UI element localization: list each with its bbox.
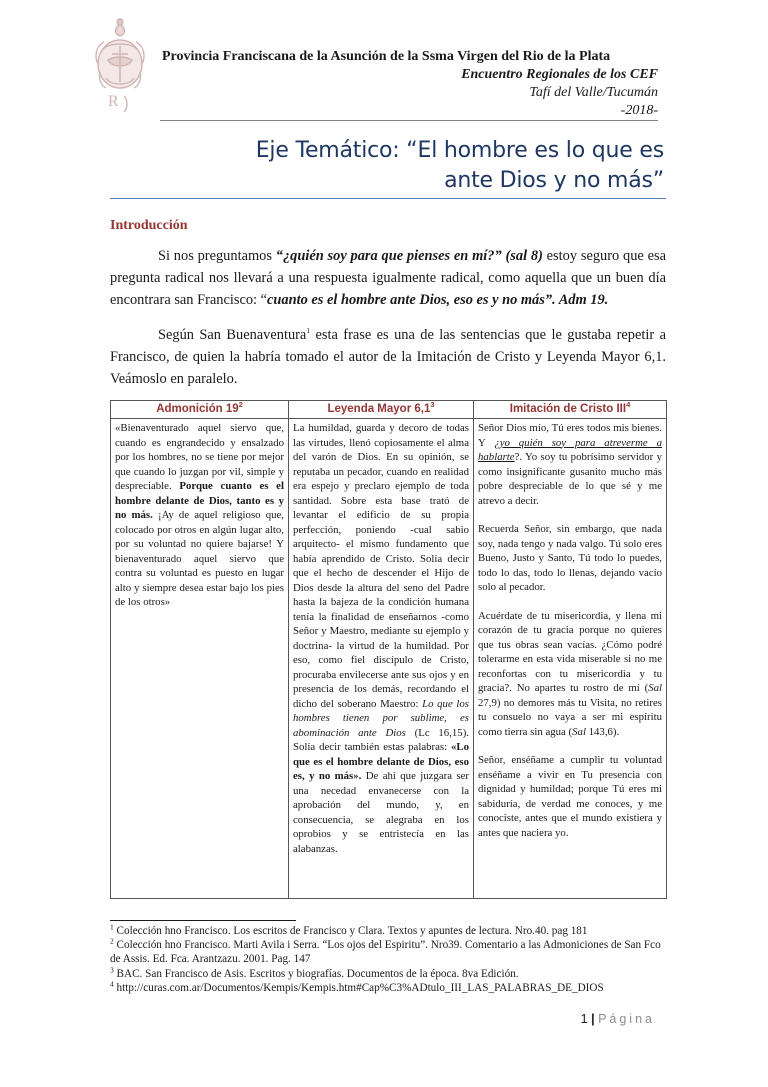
section-heading-introduction: Introducción (110, 218, 188, 233)
page-separator: | (591, 1012, 595, 1026)
event-year: -2018- (620, 103, 658, 118)
footnote-ref: 4 (626, 400, 631, 410)
svg-text:R: R (108, 93, 119, 110)
title-line-1: Eje Temático: “El hombre es lo que es (255, 138, 664, 163)
text-run: ?. Yo soy tu pobrísimo servidor y como insignificante gusanito mucho más pobre despreciable de lo que sé y me atrevo a decir. (478, 451, 662, 507)
imitacion-paragraph-2: Recuerda Señor, sin embargo, que nada soy, nada tengo y nada valgo. Tú solo eres Bueno, Justo y Santo, Tú todo lo puedes, todo lo das, todo lo llenas, dejando vacío solo al pecador. (478, 523, 662, 593)
text-run: Si nos preguntamos (158, 248, 276, 264)
text-run: 143,6). (585, 725, 620, 738)
column-header-leyenda (289, 401, 474, 419)
footnote (110, 964, 670, 981)
page-word: Página (598, 1012, 655, 1026)
footnotes (110, 924, 670, 995)
text-run: La humildad, guarda y decoro de todas las virtudes, llenó copiosamente el alma del varón de Dios. En su opinión, se reputaba un pecador, cuando en realidad era espejo y preclaro ejemplo de toda santidad. Sobre esta base trató de levantar el edificio de su propia perfección, poniendo -cual sabio arquitecto- el mismo fundamento que había aprendido de Cristo. Solía decir que el hecho de descender el Hijo de Dios desde la altura del seno del Padre hasta la bajeza de la condición humana tenía la finalidad de enseñarnos -como Señor y Maestro, mediante su ejemplo y doctrina- la virtud de la humildad. Por eso, como fiel discípulo de Cristo, procuraba envilecerse ante sus ojos y en presencia de los demás, recordando el dicho del soberano Maestro: (293, 422, 469, 710)
text-run: De ahí que juzgara ser una necedad envanecerse con la aprobación del mundo, y, en consecuencia, se alegraba en los oprobios y se entristecía en las alabanzas. (293, 770, 469, 855)
footnote-text: http://curas.com.ar/Documentos/Kempis/Kempis.htm#Cap%C3%ADtulo_III_LAS_PALABRAS_DE_DIOS (116, 981, 604, 994)
psalm-ref: Sal (648, 682, 662, 694)
psalm-ref: Sal (572, 725, 586, 738)
text-run: 27,9) no demores más tu Visita, no retires tu consuelo no vaya a ser mi espíritu como tierra sin agua ( (478, 696, 662, 738)
header-label: Leyenda Mayor 6,1 (327, 403, 431, 415)
event-name: Encuentro Regionales de los CEF (461, 67, 658, 82)
psalm-question: “¿quién soy para que pienses en mí?” (sal 8) (275, 248, 543, 264)
text-run: Acuérdate de tu misericordia, y llena mi corazón de tu gracia porque no quieres que tus obras sean vacías. ¿Cómo podré tolerarme en esta vida miserable si no me reconfortas con tu misericordia y tu gracia?. No apartes tu rostro de mí ( (478, 609, 662, 694)
footnote-number: 4 (110, 979, 114, 989)
parallel-texts-table (110, 400, 667, 899)
cell-admonicion (111, 419, 289, 899)
imitacion-paragraph-3 (478, 609, 662, 740)
intro-paragraph-1 (110, 245, 666, 311)
footnote-text: BAC. San Francisco de Asis. Escritos y biografías. Documentos de la época. 8va Edición. (116, 967, 519, 980)
footnote-number: 2 (110, 936, 114, 946)
page-number-value: 1 (580, 1012, 588, 1026)
document-title (200, 136, 664, 196)
footnote (110, 981, 670, 995)
organization-name: Provincia Franciscana de la Asunción de la Ssma Virgen del Rio de la Plata (162, 49, 611, 64)
footnote-text: Colección hno Francisco. Los escritos de Francisco y Clara. Textos y apuntes de lectura. Nro.40. pag 181 (116, 925, 588, 937)
table-row (111, 419, 667, 899)
footnote (110, 924, 670, 938)
footnote-number: 1 (110, 922, 114, 932)
event-location: Tafí del Valle/Tucumán (529, 85, 658, 100)
cell-leyenda (289, 419, 474, 899)
title-divider (110, 198, 666, 199)
imitacion-paragraph-1 (478, 421, 662, 508)
francis-quote: cuanto es el hombre ante Dios, eso es y no más”. Adm 19. (267, 292, 609, 308)
cell-imitacion (474, 419, 667, 899)
footnote (110, 938, 670, 966)
text-run: ¡Ay de aquel religioso que, colocado por otros en algún lugar alto, por su voluntad no quiere bajarse! Y bienaventurado aquel siervo que contra su voluntad es puesto en lugar alto y siempre desea estar bajo los pies de los otros» (115, 509, 284, 608)
header-divider (160, 120, 658, 121)
header-label: Imitación de Cristo III (509, 403, 627, 415)
franciscan-crest-logo (88, 16, 152, 118)
text-run: Según San Buenaventura (158, 327, 307, 343)
text-run: Señor Dios mío, Tú eres todos mis bienes. Y (478, 422, 662, 449)
text-run: «Bienaventurado aquel siervo que, cuando es engrandecido y ensalzado por los hombres, no se tiene por mejor que cuando lo juzgan por vil, simple y despreciable. (115, 422, 284, 492)
footnote-ref: 2 (238, 400, 243, 410)
scripture-quote: Lo que los hombres tienen por sublime, es abominación ante Dios (293, 697, 469, 739)
column-header-imitacion (474, 401, 667, 419)
footnote-text: Colección hno Francisco. Marti Avila i Serra. “Los ojos del Espiritu”. Nro39. Comentario a las Admoniciones de San Fco de Assis. Ed. Fca. Arantzazu. 2001. Pag. 147 (110, 939, 661, 966)
document-header (160, 48, 658, 120)
title-line-2: ante Dios y no más” (444, 168, 664, 193)
page-number (581, 1012, 655, 1026)
text-run: estoy seguro que esa pregunta radical nos llevará a una respuesta igualmente radical, como aquella que un buen día encontrara san Francisco: “ (110, 248, 666, 308)
key-sentence: «Lo que es el hombre delante de Dios, eso es, y no más». (293, 741, 469, 782)
scripture-quote: ¿yo quién soy para atreverme a hablarte (478, 436, 662, 463)
column-header-admonicion (111, 401, 289, 419)
header-label: Admonición 19 (156, 403, 239, 415)
key-sentence: Porque cuanto es el hombre delante de Dios, tanto es y no más. (115, 480, 284, 521)
text-run: esta frase es una de las sentencias que le gustaba repetir a Francisco, de quien la habría tomado el autor de la Imitación de Cristo y Leyenda Mayor 6,1. Veámoslo en paralelo. (110, 327, 666, 387)
footnote-number: 3 (110, 964, 114, 974)
footnote-ref: 1 (306, 326, 311, 336)
text-run: (Lc 16,15). Solía decir también estas palabras: (293, 726, 469, 753)
imitacion-paragraph-4: Señor, enséñame a cumplir tu voluntad enséñame a vivir en Tu presencia con dignidad y humildad; porque Tú eres mi sabiduría, de verdad me conoces, y me conociste, antes que el mundo existiera y antes que naciera yo. (478, 754, 662, 839)
table-header-row (111, 401, 667, 419)
footnote-divider (110, 920, 296, 921)
intro-paragraph-2 (110, 324, 666, 390)
footnote-ref: 3 (430, 400, 435, 410)
